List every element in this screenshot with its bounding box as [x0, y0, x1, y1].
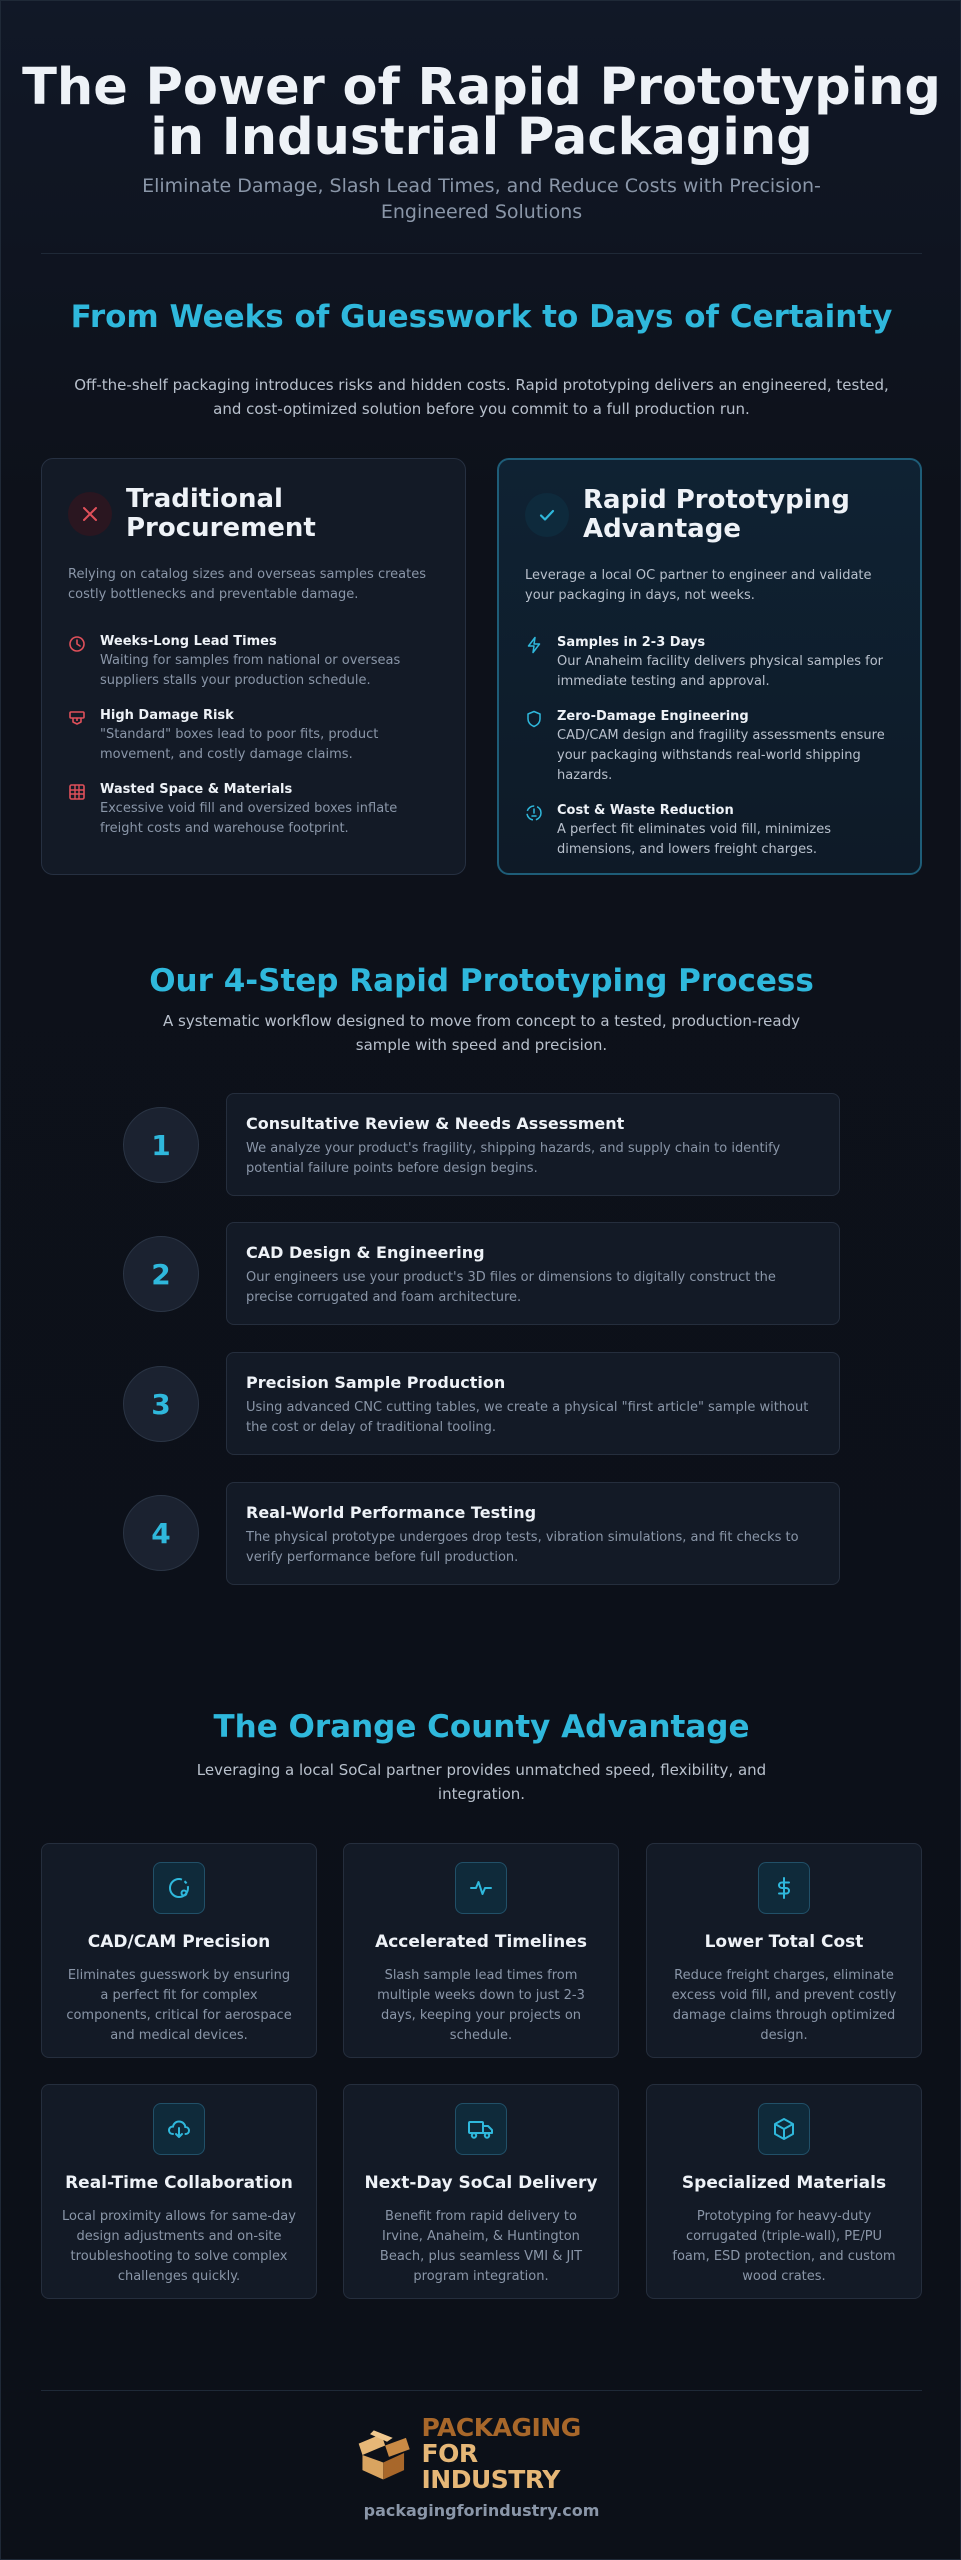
comparison-lead: Off-the-shelf packaging introduces risks and hidden costs. Rapid prototyping delivers an engineered, tested, and cost-optimized solution before you commit to a full production run. [74, 376, 889, 418]
logo-line-2: FOR INDUSTRY [421, 2439, 560, 2494]
item-title: Cost & Waste Reduction [557, 803, 734, 818]
advantage-title: The Orange County Advantage [213, 1709, 750, 1745]
process-title: Our 4-Step Rapid Prototyping Process [149, 963, 814, 999]
recycle-icon [525, 804, 543, 822]
shield-icon [525, 710, 543, 728]
list-item [525, 802, 894, 860]
list-item [525, 708, 894, 786]
advantage-lead: Leveraging a local SoCal partner provides unmatched speed, flexibility, and integration. [196, 1761, 767, 1803]
item-text: CAD/CAM design and fragility assessments ensure your packaging withstands real-world shipping hazards. [557, 728, 885, 783]
feature-card [41, 1843, 317, 2058]
lightning-icon [525, 636, 543, 654]
step-text: We analyze your product's fragility, shipping hazards, and supply chain to identify potential failure points before design begins. [246, 1141, 781, 1176]
step-card [226, 1482, 840, 1585]
step-title: Real-World Performance Testing [246, 1503, 537, 1522]
traditional-title: Traditional Procurement [126, 484, 316, 543]
dollar-icon [758, 1862, 810, 1914]
cloud-download-icon [153, 2103, 205, 2155]
x-icon [68, 492, 112, 536]
step-text: Our engineers use your product's 3D files or dimensions to digitally construct the precise corrugated and foam architecture. [246, 1270, 776, 1305]
item-title: Samples in 2-3 Days [557, 635, 706, 650]
logo-line-1: PACKAGING [421, 2413, 581, 2442]
rapid-card [497, 458, 922, 875]
feature-card [646, 1843, 922, 2058]
step-title: Precision Sample Production [246, 1373, 506, 1392]
item-text: Our Anaheim facility delivers physical samples for immediate testing and approval. [557, 654, 884, 689]
truck-icon [455, 2103, 507, 2155]
company-logo [353, 2413, 613, 2494]
step-card [226, 1352, 840, 1455]
traditional-card [41, 458, 466, 875]
feature-text: Slash sample lead times from multiple weeks down to just 2-3 days, keeping your projects on schedule. [377, 1968, 585, 2043]
step-number: 1 [123, 1107, 199, 1183]
step-title: Consultative Review & Needs Assessment [246, 1114, 625, 1133]
feature-title: Lower Total Cost [704, 1932, 864, 1952]
activity-icon [455, 1862, 507, 1914]
box-logo-icon [353, 2425, 414, 2483]
step-number: 4 [123, 1495, 199, 1571]
list-item [68, 707, 439, 765]
list-item [525, 634, 894, 692]
feature-title: Specialized Materials [681, 2173, 887, 2193]
clock-icon [68, 635, 86, 653]
precision-icon [153, 1862, 205, 1914]
feature-card [41, 2084, 317, 2299]
item-text: "Standard" boxes lead to poor fits, product movement, and costly damage claims. [100, 727, 379, 762]
step-text: Using advanced CNC cutting tables, we create a physical "first article" sample without the cost or delay of traditional tooling. [246, 1400, 809, 1435]
step-title: CAD Design & Engineering [246, 1243, 485, 1262]
feature-text: Prototyping for heavy-duty corrugated (triple-wall), PE/PU foam, ESD protection, and custom wood crates. [672, 2209, 896, 2284]
feature-text: Reduce freight charges, eliminate excess void fill, and prevent costly damage claims through optimized design. [671, 1968, 897, 2043]
rapid-title: Rapid Prototyping Advantage [583, 485, 850, 544]
process-lead: A systematic workflow designed to move from concept to a tested, production-ready sample with speed and precision. [163, 1012, 800, 1054]
step-card [226, 1093, 840, 1196]
divider [41, 2390, 922, 2391]
page-title [1, 58, 961, 167]
item-title: High Damage Risk [100, 708, 234, 723]
traditional-desc: Relying on catalog sizes and overseas samples creates costly bottlenecks and preventable damage. [68, 567, 426, 602]
check-icon [525, 493, 569, 537]
feature-card [343, 2084, 619, 2299]
title-line-1: The Power of Rapid Prototyping [22, 58, 941, 117]
item-title: Weeks-Long Lead Times [100, 634, 277, 649]
damaged-box-icon [68, 709, 86, 727]
step-text: The physical prototype undergoes drop tests, vibration simulations, and fit checks to verify performance before full production. [246, 1530, 799, 1565]
rapid-desc: Leverage a local OC partner to engineer and validate your packaging in days, not weeks. [525, 568, 872, 603]
comparison-title: From Weeks of Guesswork to Days of Certainty [70, 299, 893, 335]
feature-text: Local proximity allows for same-day design adjustments and on-site troubleshooting to solve complex challenges quickly. [62, 2209, 296, 2284]
feature-title: Accelerated Timelines [375, 1932, 587, 1952]
cube-icon [758, 2103, 810, 2155]
page-subtitle: Eliminate Damage, Slash Lead Times, and Reduce Costs with Precision-Engineered Solutions [142, 175, 821, 223]
item-title: Wasted Space & Materials [100, 782, 293, 797]
feature-title: Next-Day SoCal Delivery [364, 2173, 598, 2193]
step-number: 2 [123, 1236, 199, 1312]
title-line-2: in Industrial Packaging [150, 108, 813, 167]
list-item [68, 781, 439, 839]
feature-title: CAD/CAM Precision [87, 1932, 271, 1952]
item-text: A perfect fit eliminates void fill, minimizes dimensions, and lowers freight charges. [557, 822, 832, 857]
feature-card [646, 2084, 922, 2299]
feature-card [343, 1843, 619, 2058]
item-text: Excessive void fill and oversized boxes inflate freight costs and warehouse footprint. [100, 801, 398, 836]
website-link[interactable]: packagingforindustry.com [363, 2501, 600, 2520]
step-card [226, 1222, 840, 1325]
feature-title: Real-Time Collaboration [65, 2173, 293, 2193]
item-title: Zero-Damage Engineering [557, 709, 749, 724]
feature-text: Benefit from rapid delivery to Irvine, Anaheim, & Huntington Beach, plus seamless VMI & JIT program integration. [379, 2209, 583, 2284]
grid-icon [68, 783, 86, 801]
item-text: Waiting for samples from national or overseas suppliers stalls your production schedule. [100, 653, 401, 688]
divider [41, 253, 922, 254]
list-item [68, 633, 439, 691]
step-number: 3 [123, 1366, 199, 1442]
feature-text: Eliminates guesswork by ensuring a perfect fit for complex components, critical for aerospace and medical devices. [66, 1968, 292, 2043]
